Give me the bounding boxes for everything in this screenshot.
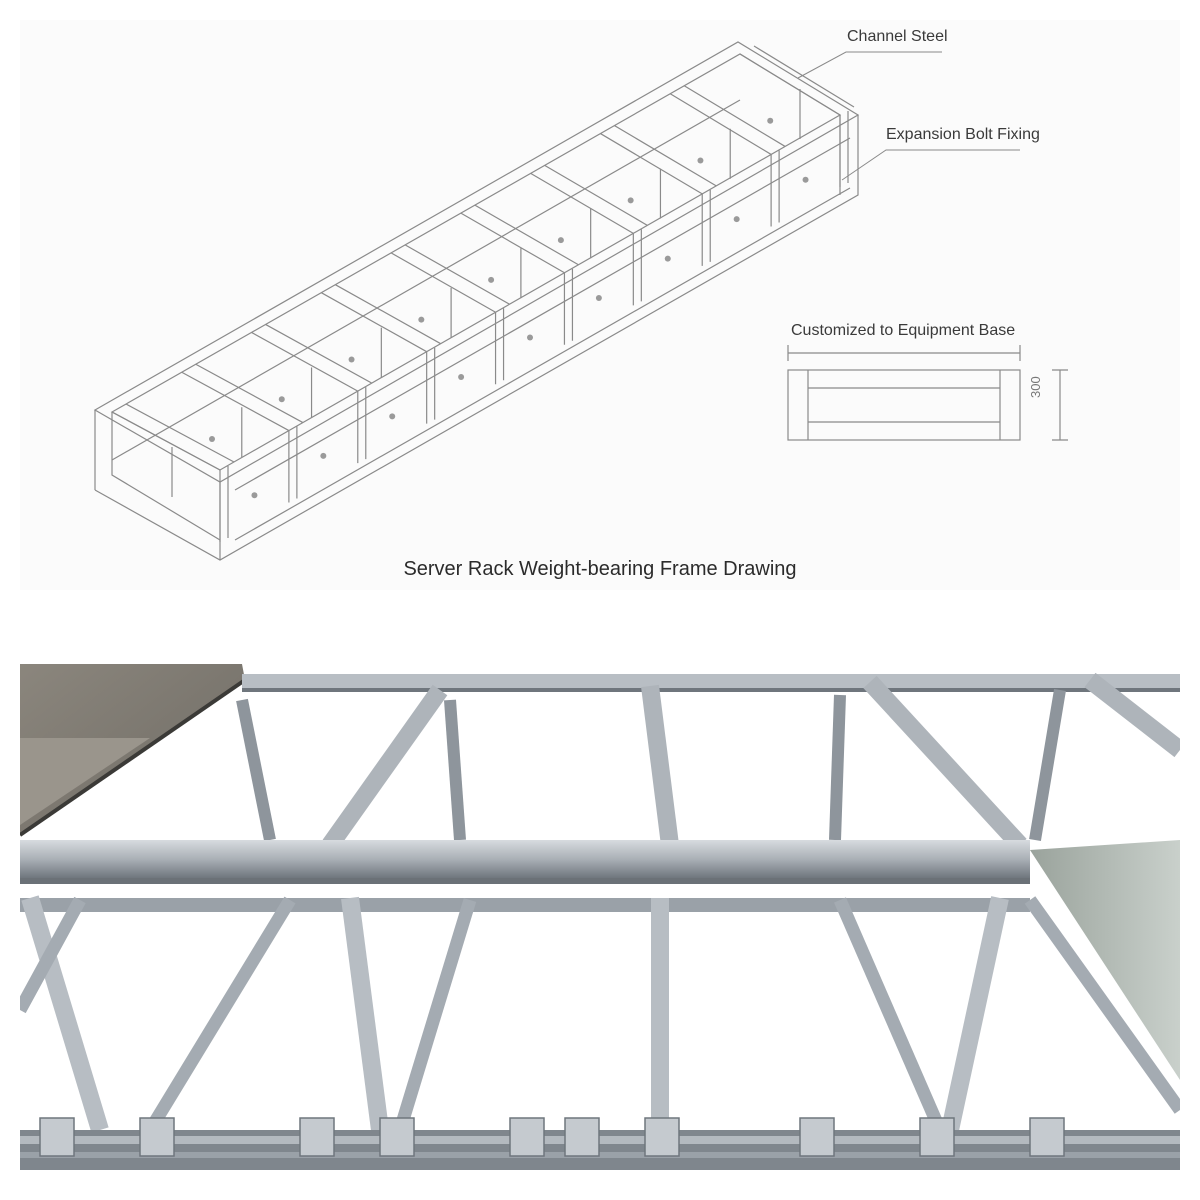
bolt-inner xyxy=(697,158,703,164)
upper-prop xyxy=(450,700,460,840)
bolt-front xyxy=(734,216,740,222)
base-rect xyxy=(788,370,1020,440)
height-dimension-label: 300 xyxy=(1028,376,1043,398)
front-post xyxy=(771,150,779,226)
base-bracket xyxy=(800,1118,834,1156)
rail-back-top xyxy=(95,42,858,482)
bolt-inner xyxy=(488,277,494,283)
base-inner-lines xyxy=(808,370,1000,440)
bolt-front xyxy=(665,256,671,262)
bolt-inner xyxy=(209,436,215,442)
frame-photo-render xyxy=(20,640,1180,1180)
base-rail-mid xyxy=(20,1152,1180,1158)
lower-brace xyxy=(400,900,470,1130)
top-back-rail-shadow xyxy=(242,688,1180,692)
top-diagonal-member xyxy=(650,686,670,845)
support-leg xyxy=(950,898,1000,1130)
upper-prop xyxy=(835,695,840,840)
bolt-inner xyxy=(418,317,424,323)
top-diagonal-member xyxy=(870,682,1020,845)
base-bracket xyxy=(300,1118,334,1156)
support-leg xyxy=(350,898,380,1130)
leader-expansion-bolt xyxy=(842,150,1020,180)
top-diagonal-member xyxy=(330,690,440,845)
callout-leaders xyxy=(798,52,1020,180)
lower-brace xyxy=(840,900,940,1130)
channel-steel-label: Channel Steel xyxy=(847,28,948,45)
frame-drawing xyxy=(20,20,1180,590)
leader-channel-steel xyxy=(798,52,942,78)
bolt-front xyxy=(389,413,395,419)
crossbar-top xyxy=(112,404,234,470)
base-rail-highlight xyxy=(20,1136,1180,1144)
lower-brace xyxy=(150,900,290,1130)
base-bracket xyxy=(920,1118,954,1156)
bolt-front xyxy=(527,335,533,341)
top-back-rail xyxy=(242,674,1180,688)
bolt-inner xyxy=(558,237,564,243)
drawing-title: Server Rack Weight-bearing Frame Drawing xyxy=(403,558,797,580)
base-elevation xyxy=(788,345,1068,440)
frame-drawing-panel xyxy=(20,20,1180,590)
dim-line-height xyxy=(1052,370,1068,440)
bolt-front xyxy=(458,374,464,380)
rail-inner-top xyxy=(112,54,840,470)
lower-frame xyxy=(20,898,1180,1130)
base-bracket xyxy=(380,1118,414,1156)
main-beam-shadow xyxy=(20,878,1030,884)
bolt-inner xyxy=(349,356,355,362)
bolt-front xyxy=(803,177,809,183)
base-bracket xyxy=(510,1118,544,1156)
bolt-inner xyxy=(767,118,773,124)
bolt-front xyxy=(320,453,326,459)
rail-front-upper xyxy=(235,138,850,490)
base-bracket xyxy=(140,1118,174,1156)
customized-base-label: Customized to Equipment Base xyxy=(791,322,1016,339)
lower-rail xyxy=(20,898,1030,912)
upper-prop xyxy=(1035,690,1060,840)
bolt-front xyxy=(251,492,257,498)
frame-photo xyxy=(20,640,1180,1180)
glass-panel xyxy=(1030,840,1180,1080)
rail-left-inner xyxy=(112,412,220,540)
expansion-bolts xyxy=(209,118,809,499)
upper-prop xyxy=(242,700,270,840)
bolt-inner xyxy=(279,396,285,402)
main-beam xyxy=(20,840,1030,878)
crossbar-top xyxy=(740,46,854,115)
bolt-inner xyxy=(628,197,634,203)
rail-back-lower xyxy=(112,100,740,460)
expansion-bolt-label: Expansion Bolt Fixing xyxy=(886,126,1040,143)
rail-front-lower xyxy=(235,188,850,540)
dim-line-width xyxy=(788,345,1020,361)
base-bracket xyxy=(1030,1118,1064,1156)
base-bracket xyxy=(40,1118,74,1156)
rail-front-bottom xyxy=(95,115,858,560)
base-bracket xyxy=(565,1118,599,1156)
base-bracket xyxy=(645,1118,679,1156)
bolt-front xyxy=(596,295,602,301)
top-frame xyxy=(242,674,1180,845)
